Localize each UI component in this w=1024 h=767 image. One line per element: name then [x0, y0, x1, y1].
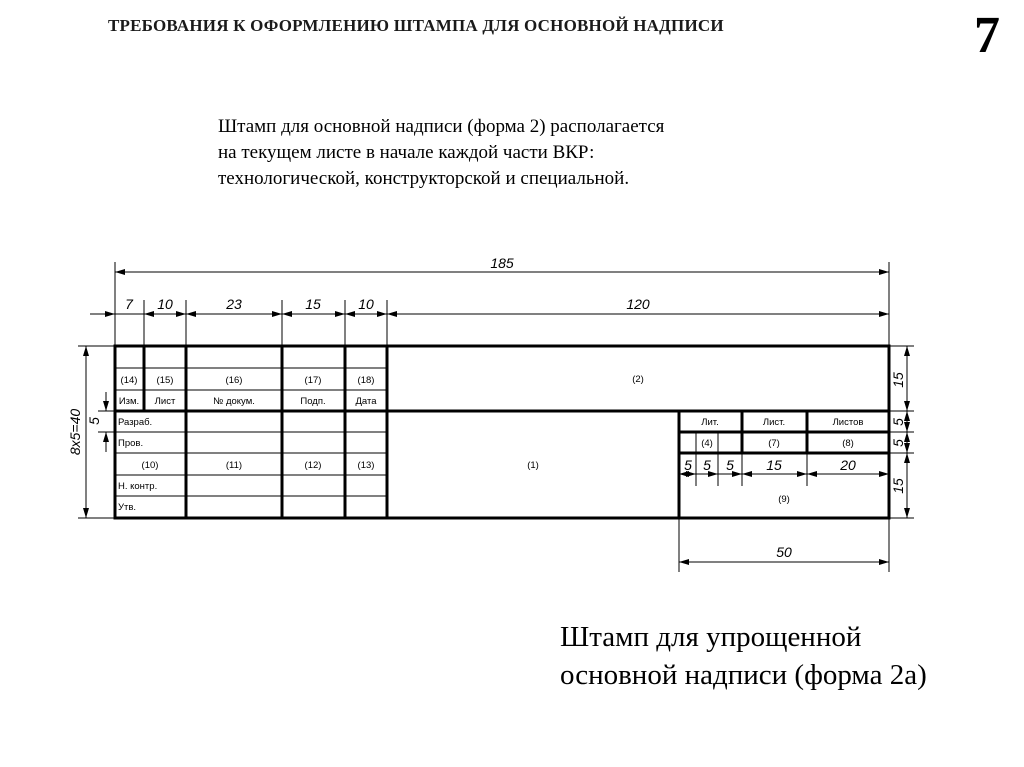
dim-10b: 10: [358, 296, 374, 312]
cell-11: (11): [225, 460, 243, 471]
cell-lit: Лит.: [701, 417, 719, 428]
cell-2: (2): [632, 374, 644, 385]
cell-list2: Лист.: [762, 417, 786, 428]
dim-height: 8x5=40: [67, 408, 83, 456]
dimension-lines: [78, 262, 914, 572]
dim-inner5c: 5: [726, 457, 734, 473]
dim-inner5a: 5: [684, 457, 692, 473]
dimension-labels: [67, 255, 906, 560]
cell-14: (14): [120, 375, 138, 386]
dim-inner15: 15: [766, 457, 782, 473]
dim-10a: 10: [157, 296, 173, 312]
dim-right5a: 5: [890, 418, 906, 426]
intro-line: на текущем листе в начале каждой части ВКР:: [218, 142, 595, 163]
intro-line: технологической, конструкторской и специальной.: [218, 168, 630, 189]
cell-16: (16): [225, 375, 243, 386]
dim-row5: 5: [86, 417, 102, 425]
cell-15: (15): [156, 375, 174, 386]
cell-7: (7): [768, 438, 780, 449]
cell-izm: Изм.: [118, 396, 140, 407]
page-title: ТРЕБОВАНИЯ К ОФОРМЛЕНИЮ ШТАМПА ДЛЯ ОСНОВНОЙ НАДПИСИ: [108, 16, 724, 35]
dim-inner20: 20: [840, 457, 856, 473]
cell-12: (12): [304, 460, 322, 471]
cell-18: (18): [357, 375, 375, 386]
dim-120: 120: [626, 296, 650, 312]
cell-utv: Утв.: [118, 502, 137, 513]
cell-4: (4): [701, 438, 713, 449]
page-number: 7: [974, 7, 1000, 64]
cell-podp: Подп.: [300, 396, 326, 407]
dim-total: 185: [490, 255, 514, 271]
caption-line: основной надписи (форма 2а): [560, 659, 927, 691]
cell-ndokum: № докум.: [213, 396, 255, 407]
cell-nkontr: Н. контр.: [118, 481, 158, 492]
cell-data: Дата: [355, 396, 377, 407]
cell-9: (9): [778, 494, 790, 505]
dim-inner5b: 5: [703, 457, 711, 473]
dim-right15a: 15: [890, 372, 906, 388]
cell-13: (13): [357, 460, 375, 471]
dim-right15b: 15: [890, 478, 906, 494]
cell-8: (8): [842, 438, 854, 449]
cell-10: (10): [141, 460, 159, 471]
dim-15: 15: [305, 296, 321, 312]
dim-bottom50: 50: [776, 544, 792, 560]
thin-grid-lines: [115, 368, 718, 496]
cell-17: (17): [304, 375, 322, 386]
intro-line: Штамп для основной надписи (форма 2) располагается: [218, 116, 665, 137]
cell-prov: Пров.: [118, 438, 144, 449]
dim-right5b: 5: [890, 439, 906, 447]
cell-list: Лист: [154, 396, 176, 407]
caption-line: Штамп для упрощенной: [560, 621, 862, 653]
dim-7: 7: [125, 296, 133, 312]
cell-1: (1): [527, 460, 539, 471]
cell-razrab: Разраб.: [118, 417, 153, 428]
caption-text: [560, 618, 927, 694]
cell-listov: Листов: [832, 417, 864, 428]
cell-labels: [118, 374, 863, 513]
dim-23: 23: [226, 296, 242, 312]
